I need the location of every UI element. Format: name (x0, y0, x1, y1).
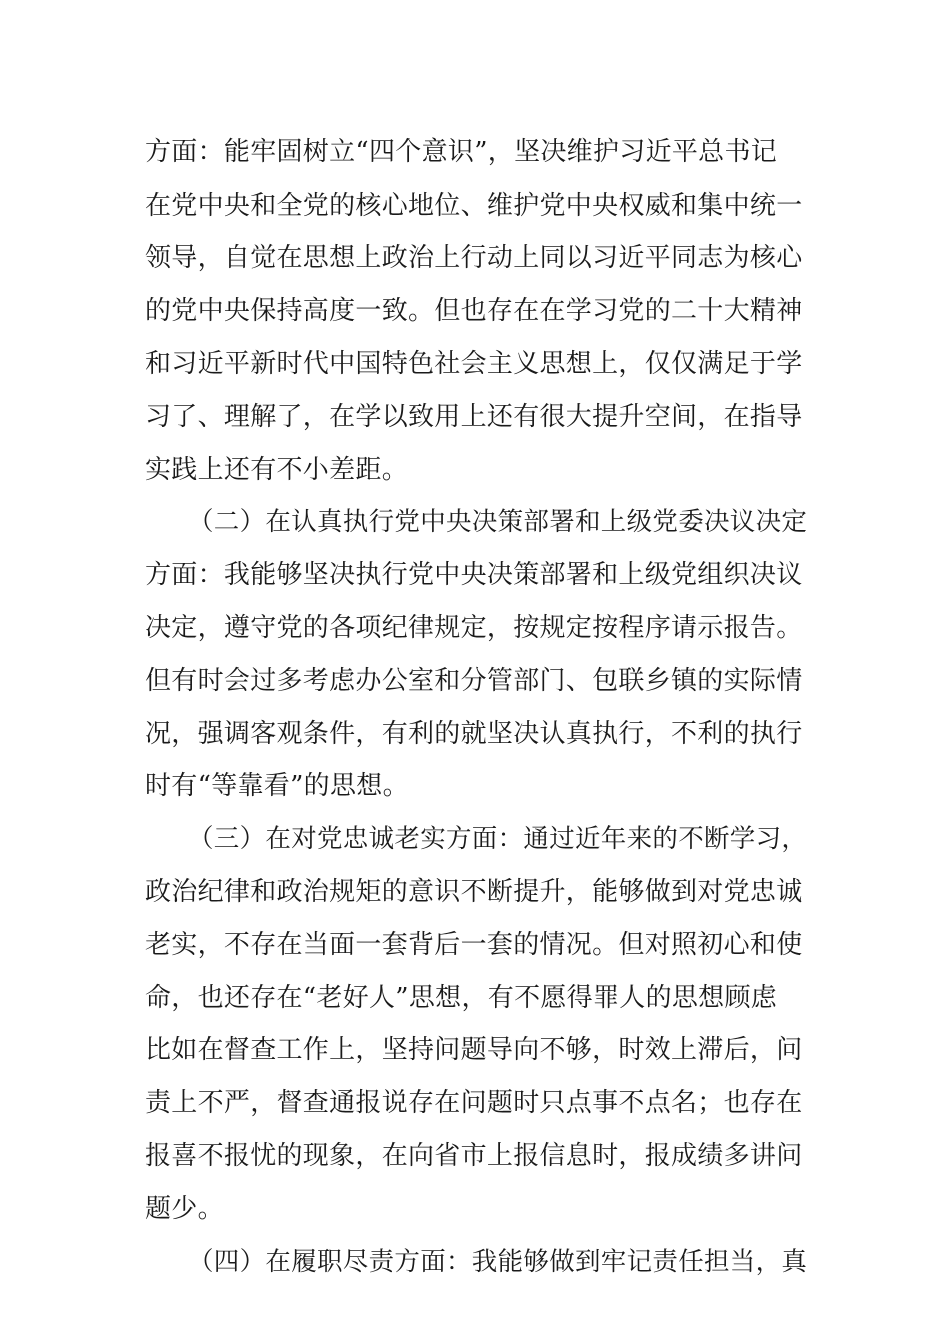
text-line: 决定，遵守党的各项纪律规定，按规定按程序请示报告。 (145, 613, 803, 643)
text-line: 习了、理解了，在学以致用上还有很大提升空间，在指导 (145, 402, 803, 432)
paragraph-heading-3: （三）在对党忠诚老实方面：通过近年来的不断学习， (188, 824, 808, 854)
text-line: 政治纪律和政治规矩的意识不断提升，能够做到对党忠诚 (145, 877, 803, 907)
text-line: 责上不严，督查通报说存在问题时只点事不点名；也存在 (145, 1088, 803, 1118)
text-line: 题少。 (145, 1194, 224, 1224)
text-line: 比如在督查工作上，坚持问题导向不够，时效上滞后，问 (145, 1035, 803, 1065)
text-line: 报喜不报忧的现象，在向省市上报信息时，报成绩多讲问 (145, 1141, 803, 1171)
text-line: 和习近平新时代中国特色社会主义思想上，仅仅满足于学 (145, 349, 803, 379)
text-line: 时有“等靠看”的思想。 (145, 771, 409, 801)
paragraph-heading-2: （二）在认真执行党中央决策部署和上级党委决议决定 (188, 507, 808, 537)
text-line: 命，也还存在“老好人”思想，有不愿得罪人的思想顾虑 (145, 983, 778, 1013)
text-line: 况，强调客观条件，有利的就坚决认真执行，不利的执行 (145, 719, 803, 749)
text-line: 在党中央和全党的核心地位、维护党中央权威和集中统一 (145, 191, 803, 221)
text-line: 但有时会过多考虑办公室和分管部门、包联乡镇的实际情 (145, 666, 803, 696)
text-line: 实践上还有不小差距。 (145, 455, 409, 485)
text-line: 的党中央保持高度一致。但也存在在学习党的二十大精神 (145, 296, 803, 326)
text-line: 方面：能牢固树立“四个意识”，坚决维护习近平总书记 (145, 137, 778, 167)
text-line: 老实，不存在当面一套背后一套的情况。但对照初心和使 (145, 930, 803, 960)
text-line: 方面：我能够坚决执行党中央决策部署和上级党组织决议 (145, 560, 803, 590)
text-line: 领导，自觉在思想上政治上行动上同以习近平同志为核心 (145, 243, 803, 273)
paragraph-heading-4: （四）在履职尽责方面：我能够做到牢记责任担当，真 (188, 1247, 808, 1277)
